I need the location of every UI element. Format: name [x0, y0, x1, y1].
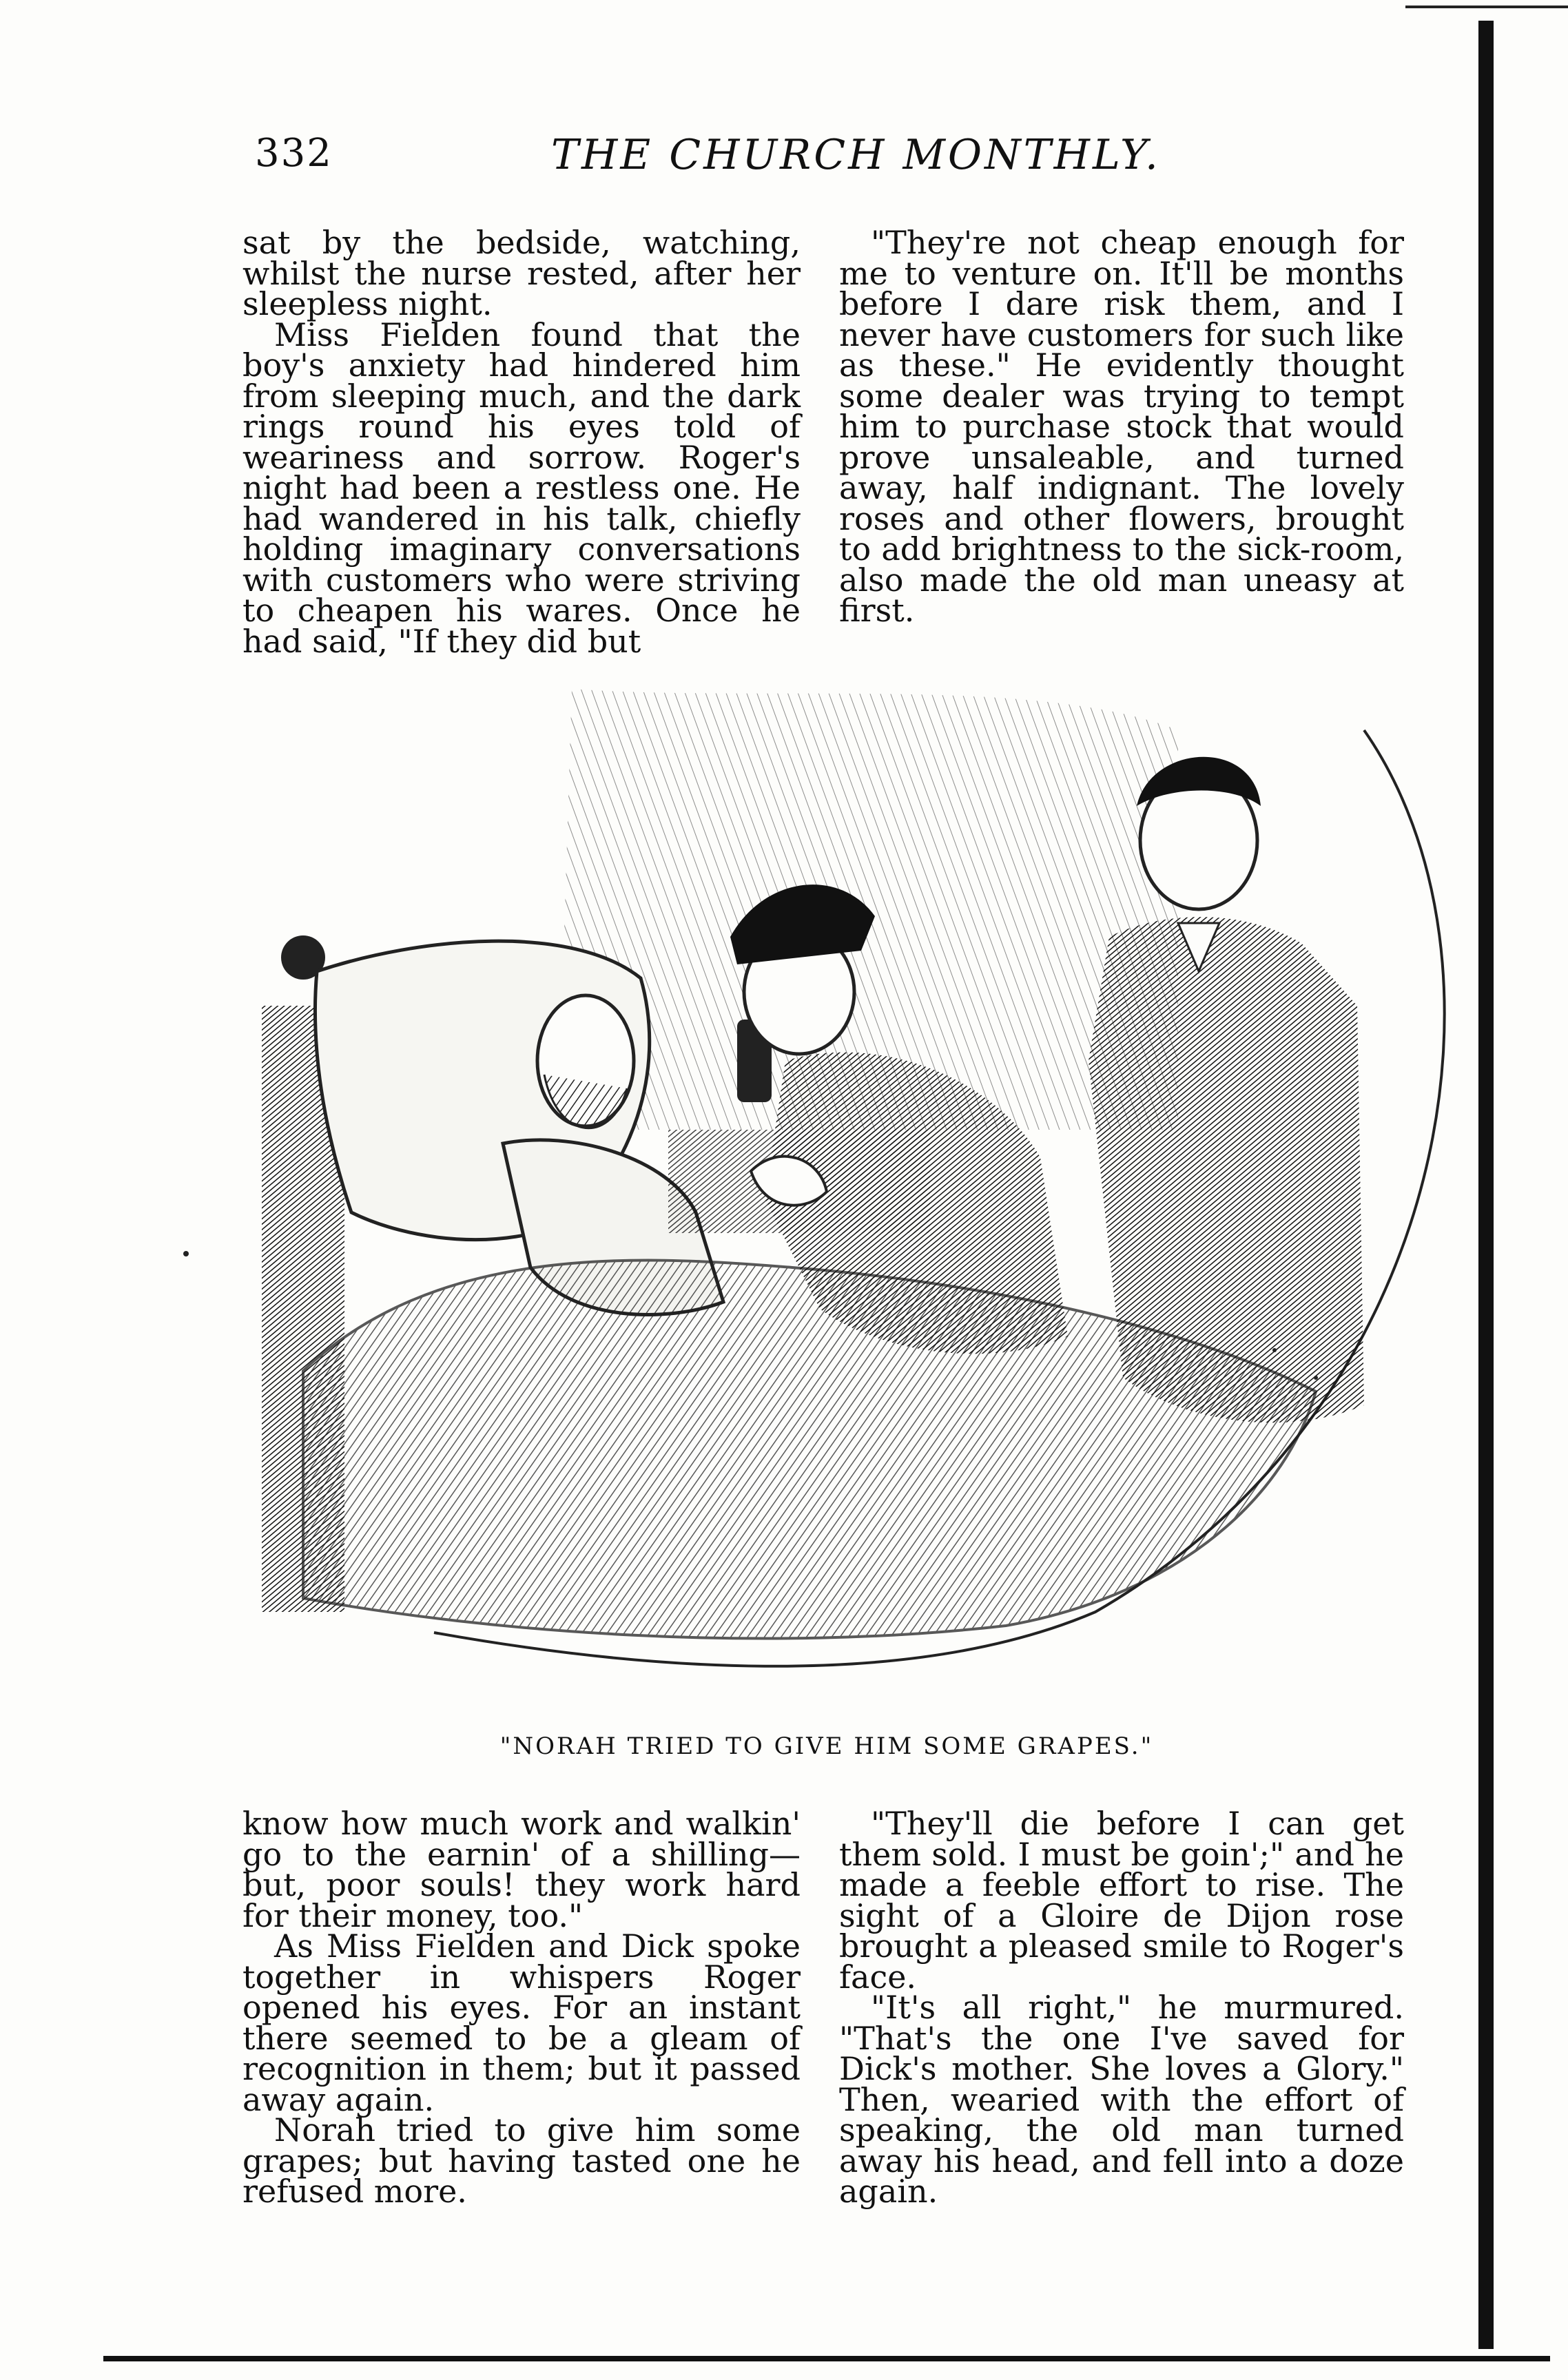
page-number: 332	[255, 131, 333, 176]
paragraph: As Miss Fielden and Dick spoke together in whispers Roger opened his eyes. For an instant there seemed to be a gleam of recognition in them; but it passed away again.	[243, 1927, 801, 2118]
column-top-right	[839, 224, 1404, 629]
paragraph: know how much work and walkin' go to the earnin' of a shilling—but, poor souls! they work hard for their money, too."	[243, 1805, 801, 1934]
paragraph: Miss Fielden found that the boy's anxiety had hindered him from sleeping much, and the dark rings round his eyes told of weariness and sorrow. Roger's night had been a restless one. He had wandered in his talk, chiefly holding imaginary conversations with customers who were striving to cheapen his wares. Once he had said, "If they did but	[243, 315, 801, 660]
paragraph: Norah tried to give him some grapes; but having tasted one he refused more.	[243, 2111, 801, 2210]
illustration-caption: "NORAH TRIED TO GIVE HIM SOME GRAPES."	[499, 1732, 1154, 1760]
paragraph: "They're not cheap enough for me to venture on. It'll be months before I dare risk them, and I never have customers for such like as these." He evidently thought some dealer was trying to tempt him to purchase stock that would prove unsaleable, and turned away, half indignant. The lovely roses and other flowers, brought to add brightness to the sick-room, also made the old man uneasy at first.	[839, 224, 1404, 629]
paragraph: "It's all right," he murmured. "That's the one I've saved for Dick's mother. She loves a Glory." Then, wearied with the effort of speaking, the old man turned away his head, and fell into a doze again.	[839, 1989, 1404, 2210]
top-rule	[1405, 6, 1568, 8]
column-bottom-left	[243, 1805, 801, 2210]
bottom-rule	[103, 2356, 1550, 2361]
paragraph: "They'll die before I can get them sold. I must be goin';" and he made a feeble effort to rise. The sight of a Gloire de Dijon rose brought a pleased smile to Roger's face.	[839, 1805, 1404, 1996]
running-head	[255, 131, 1382, 186]
paragraph: sat by the bedside, watching, whilst the nurse rested, after her sleepless night.	[243, 224, 801, 322]
column-bottom-right	[839, 1805, 1404, 2210]
engraving-illustration	[145, 648, 1495, 1701]
journal-title: THE CHURCH MONTHLY.	[551, 131, 1161, 179]
column-top-left	[243, 224, 801, 660]
